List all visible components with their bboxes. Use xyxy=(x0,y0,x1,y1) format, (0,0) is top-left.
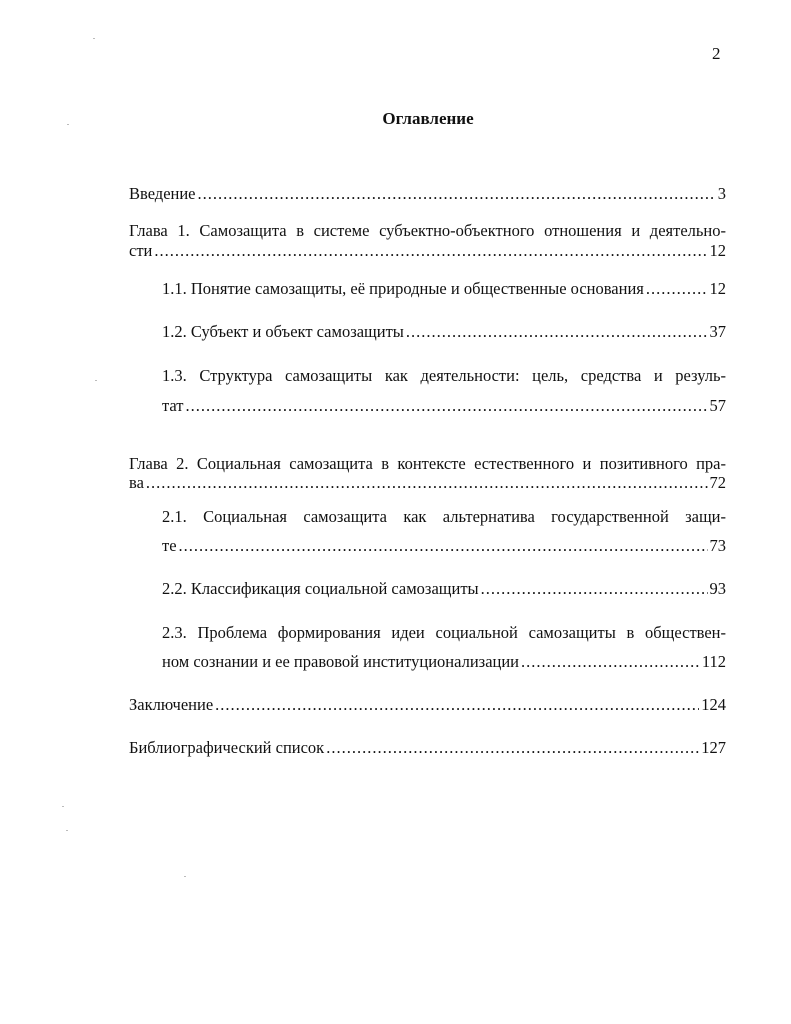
dot-leader xyxy=(406,322,708,342)
toc-chapter-2-line2 xyxy=(129,473,726,493)
toc-section-1-2 xyxy=(162,322,726,342)
toc-entry-label: Библиографический список xyxy=(129,738,325,757)
scan-speck xyxy=(66,830,68,831)
dot-leader xyxy=(146,473,708,493)
toc-entry-intro xyxy=(129,184,726,204)
toc-entry-page: 124 xyxy=(701,695,726,714)
toc-entry-label: ва xyxy=(129,473,144,492)
toc-entry-label: сти xyxy=(129,241,153,260)
dot-leader xyxy=(179,536,708,556)
scan-speck xyxy=(184,876,186,877)
toc-entry-page: 57 xyxy=(709,396,726,415)
toc-entry-label: 2.2. Классификация социальной самозащиты xyxy=(162,579,479,598)
toc-entry-label: те xyxy=(162,536,177,555)
toc-chapter-1-line2 xyxy=(129,241,726,261)
scan-speck xyxy=(67,124,69,125)
toc-entry-page: 72 xyxy=(709,473,726,492)
toc-entry-conclusion xyxy=(129,695,726,715)
dot-leader xyxy=(154,241,707,261)
toc-entry-page: 112 xyxy=(701,652,726,671)
dot-leader xyxy=(215,695,699,715)
toc-section-1-3-line2 xyxy=(162,396,726,416)
toc-entry-bibliography xyxy=(129,738,726,758)
toc-chapter-2-line1: Глава 2. Социальная самозащита в контексте естественного и позитивного пра- xyxy=(129,454,726,473)
page-number: 2 xyxy=(712,44,721,63)
scan-speck xyxy=(95,380,97,381)
toc-section-2-2 xyxy=(162,579,726,599)
toc-section-2-1-line1: 2.1. Социальная самозащита как альтернатива государственной защи- xyxy=(162,507,726,526)
toc-entry-page: 3 xyxy=(717,184,726,203)
toc-section-2-1-line2 xyxy=(162,536,726,556)
toc-entry-label: тат xyxy=(162,396,184,415)
toc-section-1-3-line1: 1.3. Структура самозащиты как деятельности: цель, средства и резуль- xyxy=(162,366,726,385)
scan-speck xyxy=(62,806,64,807)
toc-section-2-3-line2 xyxy=(162,652,726,672)
dot-leader xyxy=(646,279,708,299)
toc-entry-label: 1.2. Субъект и объект самозащиты xyxy=(162,322,404,341)
toc-title: Оглавление xyxy=(382,109,474,128)
toc-entry-page: 12 xyxy=(709,241,726,260)
dot-leader xyxy=(481,579,708,599)
toc-entry-page: 127 xyxy=(701,738,726,757)
toc-entry-label: ном сознании и ее правовой институционализации xyxy=(162,652,520,671)
toc-entry-label: 1.1. Понятие самозащиты, её природные и общественные основания xyxy=(162,279,644,298)
dot-leader xyxy=(198,184,716,204)
toc-entry-page: 37 xyxy=(709,322,726,341)
toc-entry-page: 73 xyxy=(709,536,726,555)
dot-leader xyxy=(326,738,699,758)
toc-entry-page: 93 xyxy=(709,579,726,598)
toc-section-1-1 xyxy=(162,279,726,299)
scan-speck xyxy=(93,38,95,39)
toc-entry-label: Введение xyxy=(129,184,196,203)
toc-entry-page: 12 xyxy=(709,279,726,298)
toc-entry-label: Заключение xyxy=(129,695,214,714)
toc-chapter-1-line1: Глава 1. Самозащита в системе субъектно-объектного отношения и деятельно- xyxy=(129,221,726,240)
dot-leader xyxy=(186,396,708,416)
dot-leader xyxy=(521,652,700,672)
toc-section-2-3-line1: 2.3. Проблема формирования идеи социальной самозащиты в обществен- xyxy=(162,623,726,642)
